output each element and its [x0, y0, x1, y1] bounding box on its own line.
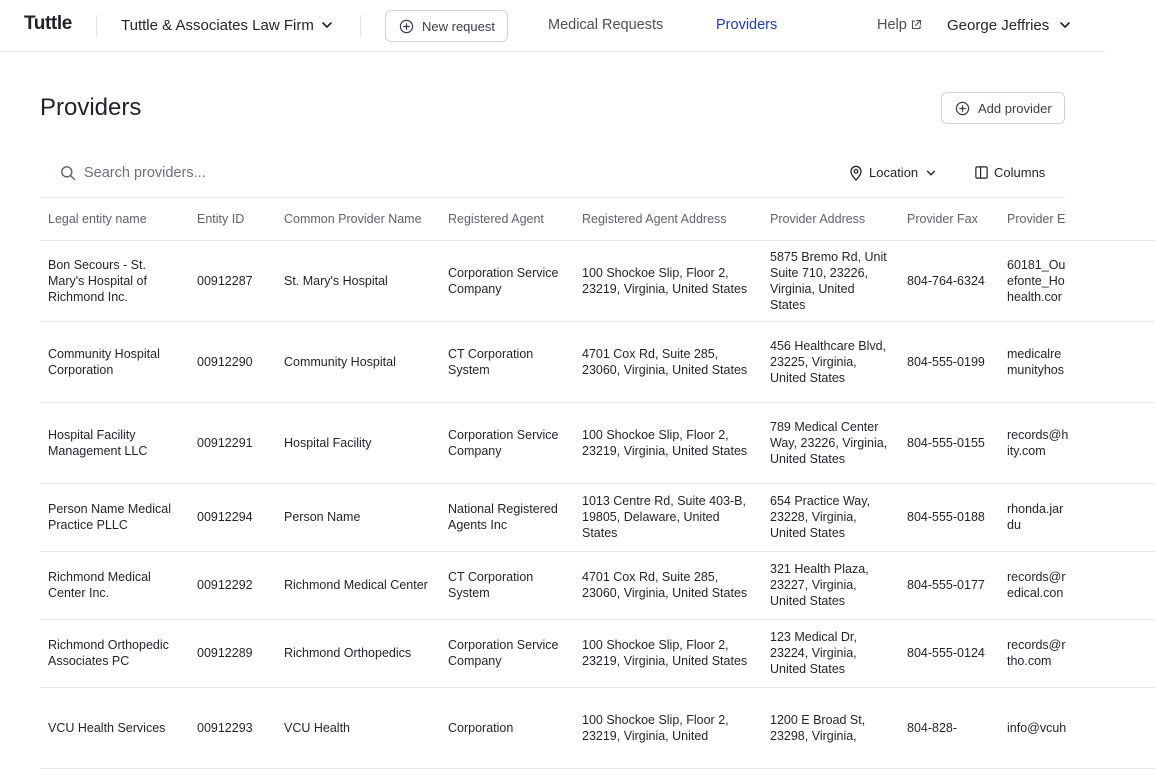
email-text: munityhos — [1007, 362, 1064, 377]
cell-provider-fax: 804-555-0188 — [899, 483, 999, 551]
plus-circle-icon — [955, 101, 970, 116]
external-link-icon[interactable] — [910, 19, 922, 31]
help-link[interactable]: Help — [877, 17, 907, 33]
location-filter-button[interactable] — [849, 164, 941, 182]
columns-label: Columns — [994, 165, 1046, 180]
cell-common-provider-name: Person Name — [276, 483, 440, 551]
table-row[interactable] — [40, 402, 1155, 483]
cell-entity-id: 00912293 — [189, 687, 276, 768]
cell-registered-agent-address: 1013 Centre Rd, Suite 403-B, 19805, Delaware, United States — [574, 483, 762, 551]
cell-provider-fax: 804-555-0177 — [899, 551, 999, 619]
column-header-registered-agent[interactable]: Registered Agent — [440, 198, 574, 240]
email-text: tho.com — [1007, 654, 1052, 668]
cell-registered-agent-address: 100 Shockoe Slip, Floor 2, 23219, Virginia, United States — [574, 402, 762, 483]
cell-common-provider-name: St. Mary's Hospital — [276, 240, 440, 321]
cell-legal-entity-name: VCU Health Services — [40, 687, 189, 768]
cell-provider-email — [999, 240, 1155, 321]
email-text: medicalre — [1007, 346, 1062, 361]
cell-legal-entity-name: Community Hospital Corporation — [40, 321, 189, 402]
table-row[interactable] — [40, 619, 1155, 687]
table-header-row — [40, 198, 1155, 240]
location-filter-label: Location — [869, 165, 919, 180]
nav-divider — [96, 15, 97, 37]
column-header-registered-agent-address[interactable]: Registered Agent Address — [574, 198, 762, 240]
table-row[interactable] — [40, 483, 1155, 551]
cell-common-provider-name: Hospital Facility — [276, 402, 440, 483]
email-text: edical.con — [1007, 586, 1064, 600]
providers-table — [40, 198, 1155, 769]
cell-provider-address: 1200 E Broad St, 23298, Virginia, — [762, 687, 899, 768]
cell-registered-agent-address: 100 Shockoe Slip, Floor 2, 23219, Virginia, United States — [574, 619, 762, 687]
search-icon — [60, 165, 76, 181]
column-header-legal-entity-name[interactable]: Legal entity name — [40, 198, 189, 240]
top-navigation-bar — [0, 0, 1105, 52]
table-row[interactable] — [40, 240, 1155, 321]
table-row[interactable] — [40, 687, 1155, 768]
cell-registered-agent: Corporation Service Company — [440, 240, 574, 321]
cell-provider-address: 654 Practice Way, 23228, Virginia, United States — [762, 483, 899, 551]
new-request-label: New request — [422, 19, 495, 34]
organization-selector[interactable]: Tuttle & Associates Law Firm — [121, 17, 314, 34]
cell-registered-agent-address: 100 Shockoe Slip, Floor 2, 23219, Virginia, United States — [574, 240, 762, 321]
cell-registered-agent-address: 100 Shockoe Slip, Floor 2, 23219, Virginia, United — [574, 687, 762, 768]
cell-provider-address: 321 Health Plaza, 23227, Virginia, United States — [762, 551, 899, 619]
new-request-button[interactable] — [385, 10, 508, 42]
cell-registered-agent: Corporation Service Company — [440, 402, 574, 483]
cell-provider-fax: 804-555-0124 — [899, 619, 999, 687]
cell-registered-agent-address: 4701 Cox Rd, Suite 285, 23060, Virginia, United States — [574, 321, 762, 402]
cell-registered-agent: National Registered Agents Inc — [440, 483, 574, 551]
column-header-provider-email[interactable]: Provider E — [999, 198, 1155, 240]
email-text: info@vcuh — [1007, 720, 1067, 735]
email-text: du — [1007, 518, 1021, 532]
cell-legal-entity-name: Bon Secours - St. Mary's Hospital of Richmond Inc. — [40, 240, 189, 321]
cell-common-provider-name: VCU Health — [276, 687, 440, 768]
cell-common-provider-name: Richmond Medical Center — [276, 551, 440, 619]
plus-circle-icon — [399, 19, 414, 34]
cell-entity-id: 00912290 — [189, 321, 276, 402]
page-title: Providers — [40, 94, 142, 121]
cell-legal-entity-name: Richmond Orthopedic Associates PC — [40, 619, 189, 687]
column-header-provider-address[interactable]: Provider Address — [762, 198, 899, 240]
cell-legal-entity-name: Richmond Medical Center Inc. — [40, 551, 189, 619]
cell-registered-agent: Corporation Service Company — [440, 619, 574, 687]
email-text: records@h — [1007, 427, 1069, 442]
nav-providers[interactable]: Providers — [716, 17, 778, 33]
cell-entity-id: 00912289 — [189, 619, 276, 687]
cell-provider-email — [999, 321, 1155, 402]
cell-registered-agent: Corporation — [440, 687, 574, 768]
email-text: records@r — [1007, 638, 1066, 652]
columns-icon — [974, 165, 989, 180]
cell-provider-fax: 804-764-6324 — [899, 240, 999, 321]
cell-provider-fax: 804-555-0155 — [899, 402, 999, 483]
cell-provider-email — [999, 687, 1155, 768]
cell-entity-id: 00912291 — [189, 402, 276, 483]
cell-common-provider-name: Richmond Orthopedics — [276, 619, 440, 687]
cell-provider-email — [999, 483, 1155, 551]
email-text: ity.com — [1007, 443, 1046, 458]
cell-provider-address: 789 Medical Center Way, 23226, Virginia, United States — [762, 402, 899, 483]
providers-table-container[interactable] — [40, 197, 1069, 743]
cell-legal-entity-name: Hospital Facility Management LLC — [40, 402, 189, 483]
cell-provider-email — [999, 551, 1155, 619]
cell-registered-agent: CT Corporation System — [440, 321, 574, 402]
email-text: efonte_Ho — [1007, 273, 1065, 288]
table-row[interactable] — [40, 551, 1155, 619]
cell-provider-email — [999, 402, 1155, 483]
cell-common-provider-name: Community Hospital — [276, 321, 440, 402]
search-input[interactable] — [84, 160, 484, 186]
cell-provider-address: 456 Healthcare Blvd, 23225, Virginia, United States — [762, 321, 899, 402]
email-text: 60181_Ou — [1007, 257, 1066, 272]
add-provider-label: Add provider — [978, 101, 1052, 116]
email-text: records@r — [1007, 570, 1066, 584]
chevron-down-icon — [925, 167, 937, 179]
cell-entity-id: 00912287 — [189, 240, 276, 321]
cell-provider-address: 5875 Bremo Rd, Unit Suite 710, 23226, Virginia, United States — [762, 240, 899, 321]
cell-registered-agent: CT Corporation System — [440, 551, 574, 619]
map-pin-icon — [849, 165, 863, 181]
cell-provider-email — [999, 619, 1155, 687]
cell-provider-fax: 804-828- — [899, 687, 999, 768]
app-logo[interactable]: Tuttle — [24, 13, 72, 34]
table-row[interactable] — [40, 321, 1155, 402]
cell-registered-agent-address: 4701 Cox Rd, Suite 285, 23060, Virginia, United States — [574, 551, 762, 619]
cell-provider-fax: 804-555-0199 — [899, 321, 999, 402]
cell-entity-id: 00912292 — [189, 551, 276, 619]
nav-divider — [360, 15, 361, 37]
email-text: rhonda.jar — [1007, 502, 1064, 516]
user-menu[interactable]: George Jeffries — [947, 17, 1050, 34]
column-header-common-provider-name[interactable]: Common Provider Name — [276, 198, 440, 240]
columns-button[interactable] — [974, 164, 1054, 182]
add-provider-button[interactable] — [941, 92, 1065, 124]
chevron-down-icon[interactable] — [320, 18, 334, 32]
nav-medical-requests[interactable]: Medical Requests — [548, 17, 664, 33]
cell-provider-address: 123 Medical Dr, 23224, Virginia, United States — [762, 619, 899, 687]
column-header-entity-id[interactable]: Entity ID — [189, 198, 276, 240]
cell-entity-id: 00912294 — [189, 483, 276, 551]
column-header-provider-fax[interactable]: Provider Fax — [899, 198, 999, 240]
email-text: health.cor — [1007, 289, 1062, 304]
chevron-down-icon[interactable] — [1058, 18, 1072, 32]
cell-legal-entity-name: Person Name Medical Practice PLLC — [40, 483, 189, 551]
